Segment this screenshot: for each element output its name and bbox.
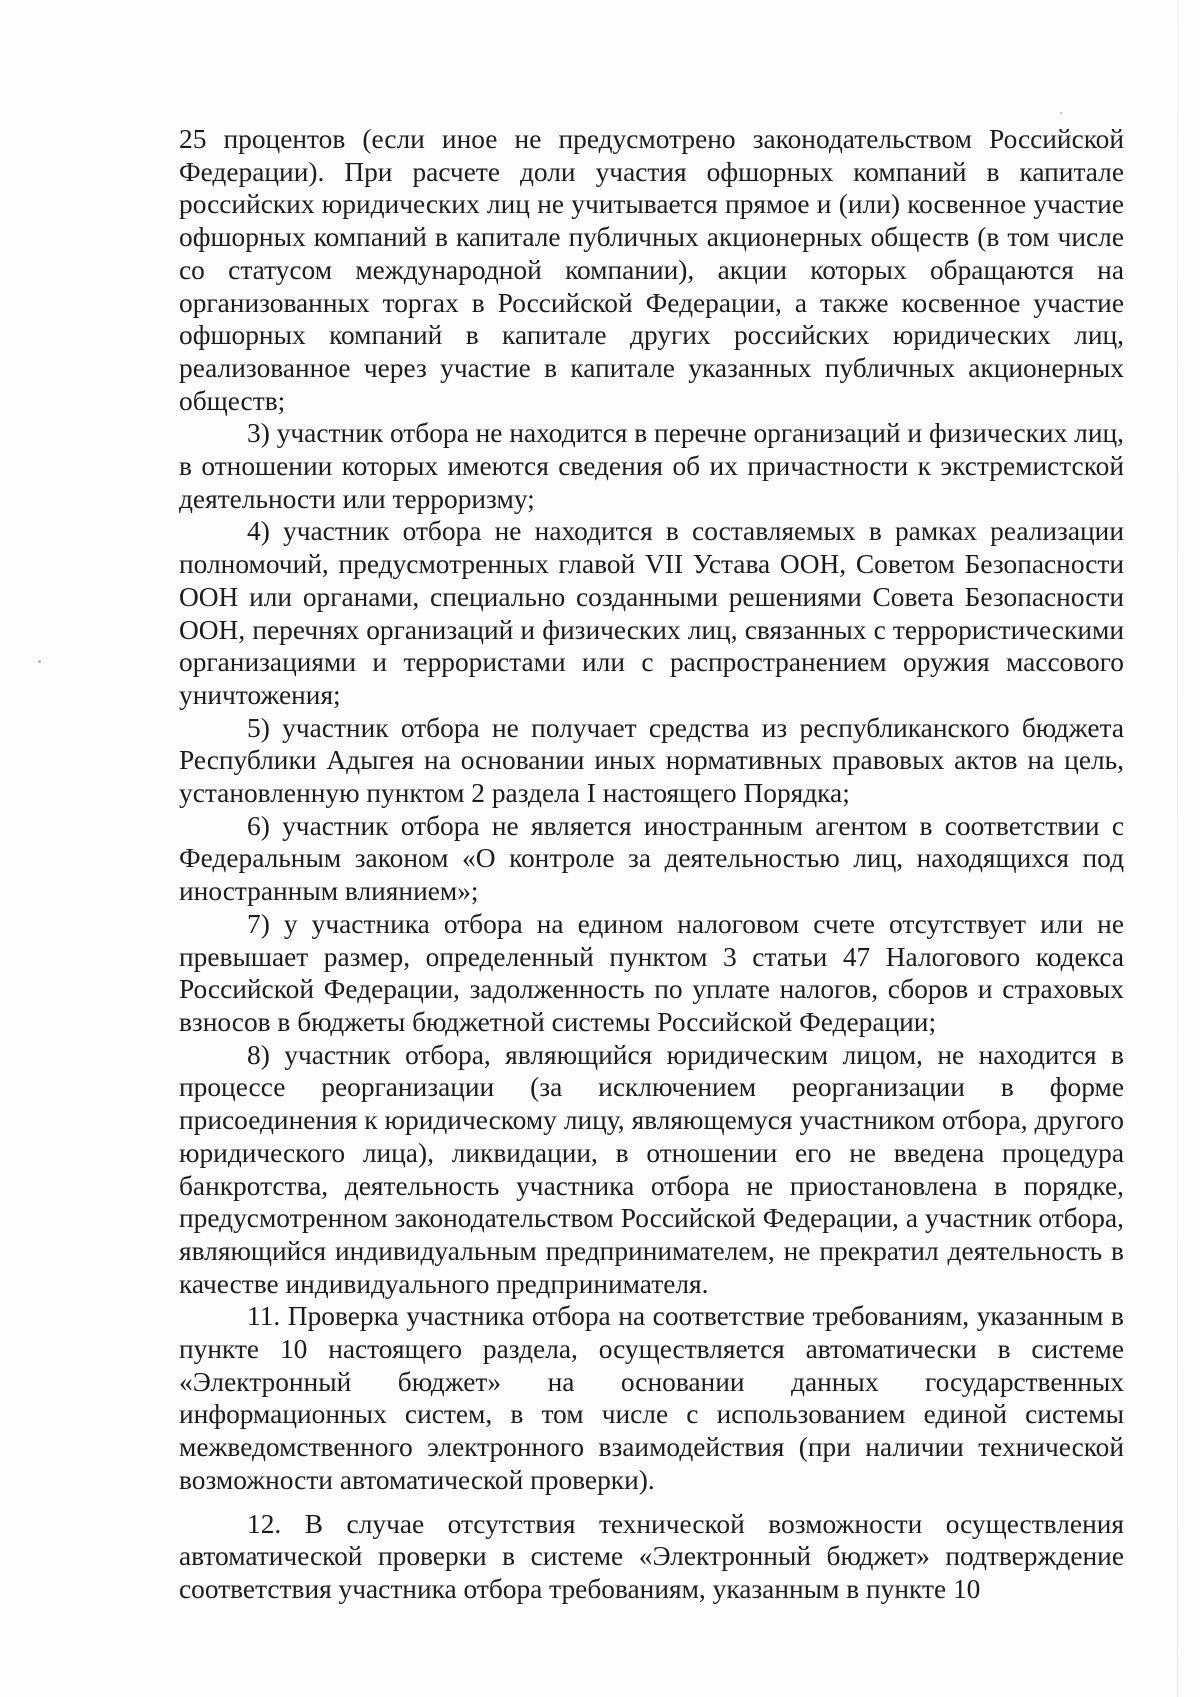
paragraph-item-3: 3) участник отбора не находится в перечне организаций и физических лиц, в отношении которых имеются сведения об их причастности к экстремистской деятельности или терроризму; — [179, 418, 1124, 514]
paragraph-clause-12: 12. В случае отсутствия технической возможности осуществления автоматической проверки в системе «Электронный бюджет» подтверждение соответствия участника отбора требованиям, указанным в пункте 10 — [179, 1508, 1124, 1604]
paragraph-clause-11: 11. Проверка участника отбора на соответствие требованиям, указанным в пункте 10 настоящего раздела, осуществляется автоматически в системе «Электронный бюджет» на основании данных государственных информационных систем, в том числе с использованием единой системы межведомственного электронного взаимодействия (при наличии технической возможности автоматической проверки). — [179, 1301, 1124, 1495]
document-body — [179, 123, 1124, 1606]
paragraph-item-4: 4) участник отбора не находится в составляемых в рамках реализации полномочий, предусмотренных главой VII Устава ООН, Советом Безопасности ООН или органами, специально созданными решениями Совета Безопасности ООН, перечнях организаций и физических лиц, связанных с террористическими организациями и террористами или с распространением оружия массового уничтожения; — [179, 516, 1124, 710]
scan-edge-line — [1177, 0, 1178, 1697]
paragraph-item-5: 5) участник отбора не получает средства из республиканского бюджета Республики Адыгея на основании иных нормативных правовых актов на цель, установленную пунктом 2 раздела I настоящего Порядка; — [179, 712, 1124, 809]
paragraph-item-7: 7) у участника отбора на едином налоговом счете отсутствует или не превышает размер, определенный пунктом 3 статьи 47 Налогового кодекса Российской Федерации, задолженность по уплате налогов, сборов и страховых взносов в бюджеты бюджетной системы Российской Федерации; — [179, 908, 1124, 1037]
paragraph-item-8: 8) участник отбора, являющийся юридическим лицом, не находится в процессе реорганизации (за исключением реорганизации в форме присоединения к юридическому лицу, являющемуся участником отбора, другого юридического лица), ликвидации, в отношении его не введена процедура банкротства, деятельность участника отбора не приостановлена в порядке, предусмотренном законодательством Российской Федерации, а участник отбора, являющийся индивидуальным предпринимателем, не прекратил деятельность в качестве индивидуального предпринимателя. — [179, 1039, 1124, 1299]
paragraph-item-6: 6) участник отбора не является иностранным агентом в соответствии с Федеральным законом «О контроле за деятельностью лиц, находящихся под иностранным влиянием»; — [179, 810, 1124, 907]
paragraph-offshore-participation: 25 процентов (если иное не предусмотрено законодательством Российской Федерации). При расчете доли участия офшорных компаний в капитале российских юридических лиц не учитывается прямое и (или) косвенное участие офшорных компаний в капитале публичных акционерных обществ (в том числе со статусом международной компании), акции которых обращаются на организованных торгах в Российской Федерации, а также косвенное участие офшорных компаний в капитале других российских юридических лиц, реализованное через участие в капитале указанных публичных акционерных обществ; — [179, 124, 1124, 416]
scan-speck — [38, 660, 41, 663]
scan-speck — [1060, 112, 1062, 114]
